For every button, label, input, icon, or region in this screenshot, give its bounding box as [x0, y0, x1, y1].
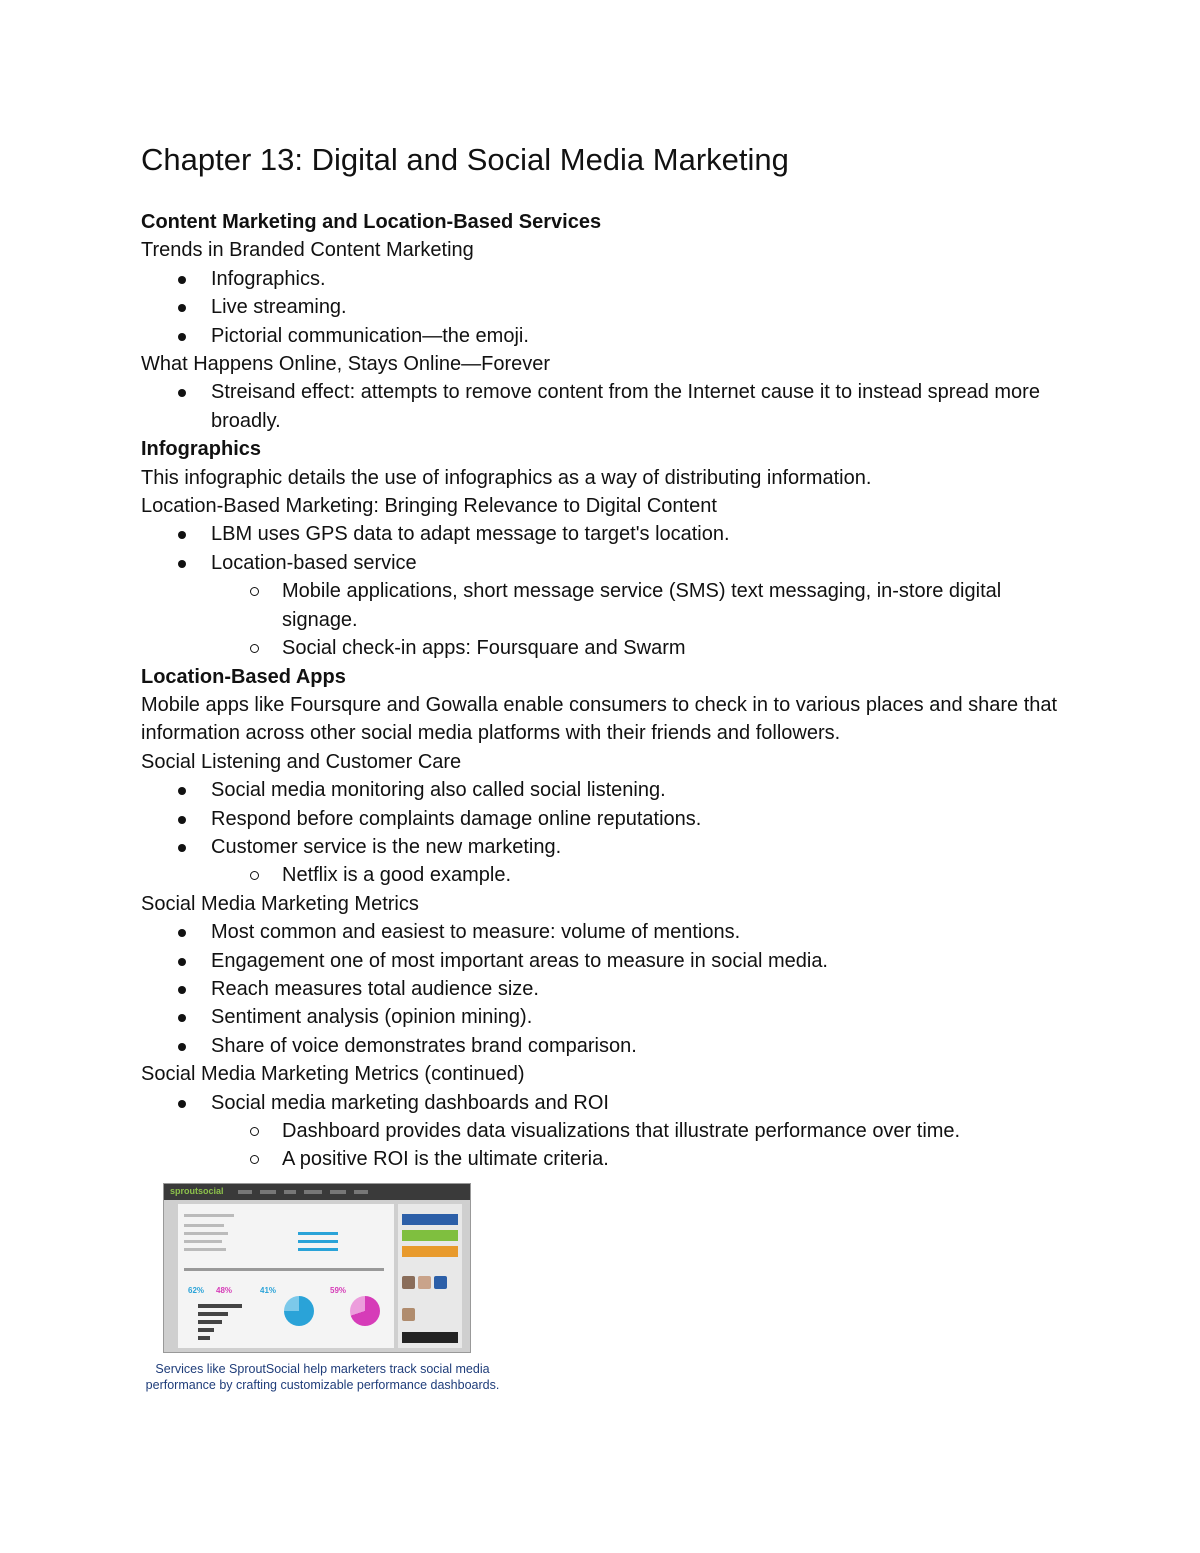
dashboard-nav-item: [284, 1190, 296, 1194]
dashboard-row: [184, 1240, 222, 1243]
list-item: Streisand effect: attempts to remove content from the Internet cause it to instead spread more broadly.: [141, 378, 1081, 435]
paragraph-line: Social Media Marketing Metrics: [141, 892, 419, 915]
dashboard-avatar: [434, 1276, 447, 1289]
list-item: Share of voice demonstrates brand comparison.: [141, 1032, 1081, 1060]
list-item: LBM uses GPS data to adapt message to target's location.: [141, 520, 1081, 548]
dashboard-nav-item: [304, 1190, 322, 1194]
dashboard-side-button: [402, 1214, 458, 1225]
dashboard-row: [298, 1248, 338, 1251]
paragraph-line: Mobile apps like Foursqure and Gowalla enable consumers to check in to various places and share that information across other social media platforms with their friends and followers.: [141, 693, 1058, 745]
dashboard-stat: 48%: [216, 1286, 233, 1295]
dashboard-avatar: [402, 1308, 415, 1321]
list-item: Dashboard provides data visualizations that illustrate performance over time.: [141, 1117, 1081, 1145]
dashboard-side-button: [402, 1230, 458, 1241]
list-item: Customer service is the new marketing.: [141, 833, 1081, 861]
dashboard-bar: [198, 1328, 214, 1332]
list-item: Engagement one of most important areas to measure in social media.: [141, 947, 1081, 975]
dashboard-side-button: [402, 1332, 458, 1343]
list-item: Respond before complaints damage online reputations.: [141, 805, 1081, 833]
dashboard-pie-blue: [284, 1296, 314, 1326]
content-lines: [141, 208, 1081, 1174]
paragraph-line: This infographic details the use of infographics as a way of distributing information.: [141, 466, 872, 489]
dashboard-row: [298, 1232, 338, 1235]
dashboard-avatar: [418, 1276, 431, 1289]
dashboard-stat: 59%: [330, 1286, 347, 1295]
list-item: Sentiment analysis (opinion mining).: [141, 1003, 1081, 1031]
dashboard-nav-item: [354, 1190, 368, 1194]
list-item: Infographics.: [141, 265, 1081, 293]
list-item: Pictorial communication—the emoji.: [141, 322, 1081, 350]
dashboard-bar: [198, 1336, 210, 1340]
paragraph-line: Social Listening and Customer Care: [141, 750, 462, 773]
document-body: [141, 138, 1081, 1174]
section-heading: Content Marketing and Location-Based Services: [141, 211, 602, 233]
dashboard-row: [184, 1214, 234, 1217]
paragraph-line: Location-Based Marketing: Bringing Relevance to Digital Content: [141, 495, 717, 518]
page-title: Chapter 13: Digital and Social Media Marketing: [141, 142, 789, 177]
list-item: Social check-in apps: Foursquare and Swarm: [141, 634, 1081, 662]
dashboard-row: [298, 1240, 338, 1243]
figure-caption: Services like SproutSocial help marketers track social media performance by crafting customizable performance dashboards.: [145, 1362, 500, 1392]
list-item: Social media monitoring also called social listening.: [141, 776, 1081, 804]
paragraph-line: Trends in Branded Content Marketing: [141, 239, 474, 262]
list-item: Live streaming.: [141, 293, 1081, 321]
dashboard-row: [184, 1268, 384, 1271]
list-item: Reach measures total audience size.: [141, 975, 1081, 1003]
dashboard-stat: 62%: [188, 1286, 205, 1295]
dashboard-bar: [198, 1320, 222, 1324]
list-item: A positive ROI is the ultimate criteria.: [141, 1145, 1081, 1173]
dashboard-main-panel: [178, 1204, 394, 1348]
dashboard-nav-item: [260, 1190, 276, 1194]
dashboard-nav-item: [238, 1190, 252, 1194]
dashboard-avatar: [402, 1276, 415, 1289]
dashboard-bar: [198, 1304, 242, 1308]
list-item: Location-based service: [141, 549, 1081, 577]
dashboard-bar: [198, 1312, 228, 1316]
dashboard-pie-pink: [350, 1296, 380, 1326]
paragraph-line: What Happens Online, Stays Online—Forever: [141, 353, 551, 376]
section-heading: Infographics: [141, 438, 262, 461]
dashboard-row: [184, 1232, 228, 1235]
list-item: Netflix is a good example.: [141, 861, 1081, 889]
dashboard-stat: 41%: [260, 1286, 277, 1295]
list-item: Mobile applications, short message service (SMS) text messaging, in-store digital signage.: [141, 577, 1081, 634]
dashboard-nav-item: [330, 1190, 346, 1194]
dashboard-sidebar: [398, 1204, 462, 1348]
section-heading: Location-Based Apps: [141, 665, 346, 688]
list-item: Social media marketing dashboards and ROI: [141, 1089, 1081, 1117]
dashboard-screenshot: [163, 1183, 471, 1353]
dashboard-row: [184, 1224, 224, 1227]
dashboard-brand-logo: sproutsocial: [170, 1186, 224, 1196]
dashboard-side-button: [402, 1246, 458, 1257]
dashboard-topbar: [164, 1184, 470, 1200]
list-item: Most common and easiest to measure: volume of mentions.: [141, 918, 1081, 946]
dashboard-row: [184, 1248, 226, 1251]
paragraph-line: Social Media Marketing Metrics (continued): [141, 1063, 525, 1086]
